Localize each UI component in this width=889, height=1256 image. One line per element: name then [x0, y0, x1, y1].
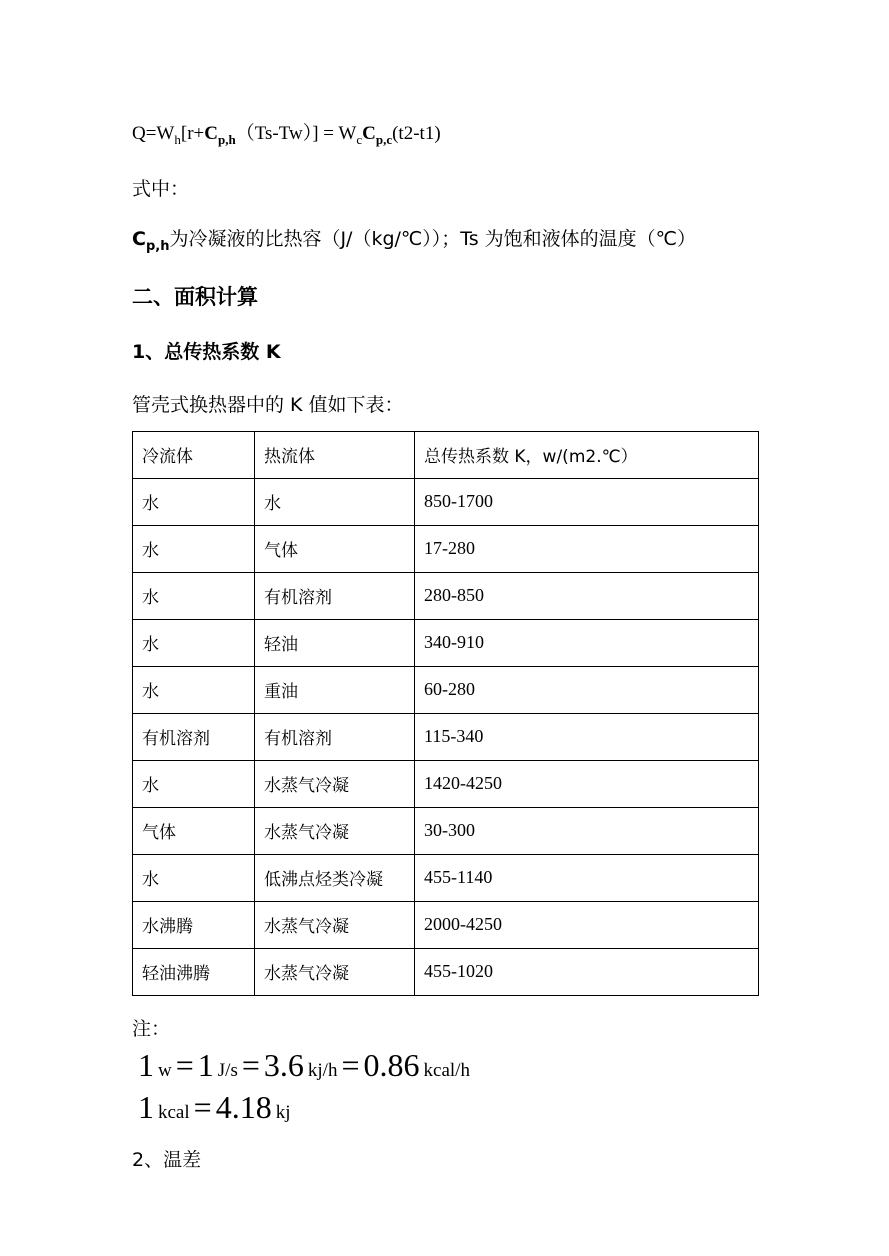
- cell-cold: 水: [133, 619, 255, 666]
- table-row: [133, 572, 759, 619]
- cell-k: 2000-4250: [415, 901, 759, 948]
- heat-transfer-coefficient-table: [132, 431, 759, 996]
- cell-cold: 水: [133, 666, 255, 713]
- eq1-number-2: 1: [197, 1046, 214, 1083]
- cell-cold: 气体: [133, 807, 255, 854]
- cell-hot: 水蒸气冷凝: [255, 760, 415, 807]
- cell-k: 17-280: [415, 525, 759, 572]
- formula-sub-ph: p,h: [217, 131, 236, 147]
- table-row: [133, 760, 759, 807]
- formula-part-prefix: Q=W: [132, 123, 175, 144]
- table-header-cell-hot: 热流体: [255, 431, 415, 478]
- cell-k: 60-280: [415, 666, 759, 713]
- cell-hot: 水: [255, 478, 415, 525]
- table-row: [133, 713, 759, 760]
- table-row: [133, 854, 759, 901]
- eq1-operator-3: =: [341, 1046, 360, 1083]
- table-row: [133, 525, 759, 572]
- next-subsection-heading: 2、温差: [132, 1148, 202, 1171]
- table-header-row: [133, 431, 759, 478]
- eq1-operator-1: =: [175, 1046, 194, 1083]
- where-label: 式中：: [132, 177, 190, 200]
- formula-sub-c: c: [356, 131, 363, 147]
- formula-heat-balance: [132, 118, 757, 148]
- cell-cold: 轻油沸腾: [133, 948, 255, 995]
- formula-symbol-cph: C: [204, 123, 218, 144]
- table-row: [133, 807, 759, 854]
- definition-symbol-c: C: [132, 227, 146, 250]
- eq1-unit-1: w: [158, 1059, 172, 1081]
- cell-hot: 重油: [255, 666, 415, 713]
- cell-hot: 轻油: [255, 619, 415, 666]
- cell-cold: 水: [133, 572, 255, 619]
- table-row: [133, 666, 759, 713]
- table-intro-text: 管壳式换热器中的 K 值如下表：: [132, 393, 404, 416]
- cell-hot: 有机溶剂: [255, 713, 415, 760]
- eq2-operator-1: =: [193, 1088, 212, 1125]
- eq2-unit-2: kj: [275, 1101, 291, 1123]
- eq2-number-1: 1: [138, 1088, 154, 1125]
- unit-conversion-equation-1: [138, 1045, 757, 1085]
- cell-cold: 水: [133, 525, 255, 572]
- table-row: [133, 948, 759, 995]
- cell-k: 850-1700: [415, 478, 759, 525]
- cell-hot: 低沸点烃类冷凝: [255, 854, 415, 901]
- note-label: 注：: [132, 1017, 171, 1040]
- definition-text: 为冷凝液的比热容（J/（kg/℃））；Ts 为饱和液体的温度（℃）: [169, 227, 696, 250]
- formula-symbol-cpc: C: [362, 123, 376, 144]
- cell-k: 455-1140: [415, 854, 759, 901]
- cell-hot: 水蒸气冷凝: [255, 948, 415, 995]
- cell-k: 115-340: [415, 713, 759, 760]
- definition-line: [132, 228, 757, 254]
- definition-symbol-sub: p,h: [145, 238, 170, 254]
- cell-cold: 水: [133, 760, 255, 807]
- subsection-heading: 1、总传热系数 K: [132, 340, 281, 363]
- cell-cold: 水沸腾: [133, 901, 255, 948]
- unit-conversion-equation-2: [138, 1087, 757, 1127]
- cell-cold: 水: [133, 854, 255, 901]
- cell-cold: 有机溶剂: [133, 713, 255, 760]
- cell-k: 1420-4250: [415, 760, 759, 807]
- eq2-number-2: 4.18: [215, 1088, 272, 1125]
- table-header-cell-cold: 冷流体: [133, 431, 255, 478]
- cell-hot: 水蒸气冷凝: [255, 807, 415, 854]
- table-row: [133, 901, 759, 948]
- eq1-operator-2: =: [241, 1046, 260, 1083]
- eq1-unit-3: kj/h: [307, 1059, 338, 1081]
- eq1-unit-4: kcal/h: [423, 1059, 470, 1081]
- formula-sub-pc: p,c: [375, 131, 393, 147]
- eq2-unit-1: kcal: [158, 1101, 190, 1123]
- cell-hot: 有机溶剂: [255, 572, 415, 619]
- cell-cold: 水: [133, 478, 255, 525]
- table-header-cell-k: 总传热系数 K，w/(m2.℃）: [415, 431, 759, 478]
- table-row: [133, 478, 759, 525]
- cell-k: 340-910: [415, 619, 759, 666]
- eq1-unit-2: J/s: [217, 1059, 238, 1081]
- eq1-number-3: 3.6: [263, 1046, 304, 1083]
- cell-k: 30-300: [415, 807, 759, 854]
- cell-k: 280-850: [415, 572, 759, 619]
- formula-part-mid2: （Ts-Tw）] = W: [235, 123, 357, 144]
- cell-hot: 气体: [255, 525, 415, 572]
- formula-part-tail: (t2-t1): [392, 123, 441, 144]
- table-row: [133, 619, 759, 666]
- formula-part-mid: [r+: [180, 123, 205, 144]
- cell-k: 455-1020: [415, 948, 759, 995]
- formula-sub-h: h: [174, 131, 181, 147]
- section-heading: 二、面积计算: [132, 284, 258, 309]
- cell-hot: 水蒸气冷凝: [255, 901, 415, 948]
- eq1-number-4: 0.86: [363, 1046, 420, 1083]
- eq1-number-1: 1: [138, 1046, 154, 1083]
